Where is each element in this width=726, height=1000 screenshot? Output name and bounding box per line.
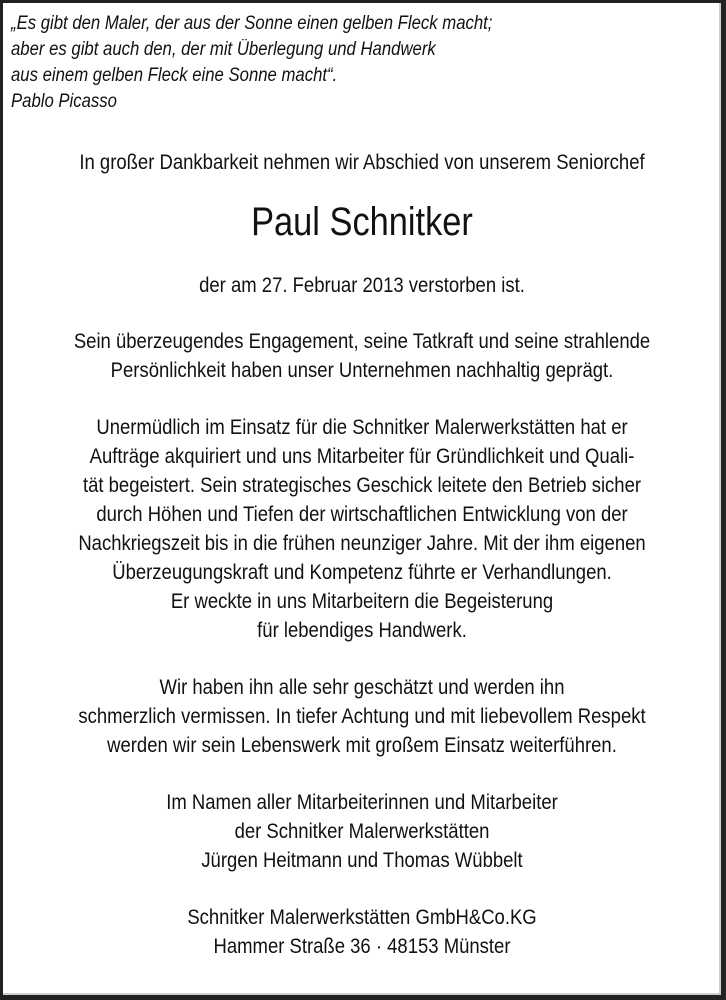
obituary-notice bbox=[3, 3, 721, 995]
intro-text: In großer Dankbarkeit nehmen wir Abschied von unserem Seniorchef bbox=[79, 150, 645, 174]
paragraph-line: Wir haben ihn alle sehr geschätzt und werden ihn bbox=[159, 675, 565, 699]
paragraph-line: Überzeugungskraft und Kompetenz führte er Verhandlungen. bbox=[112, 560, 612, 584]
quote-line: „Es gibt den Maler, der aus der Sonne einen gelben Fleck macht; bbox=[11, 13, 493, 34]
company-name: Schnitker Malerwerkstätten GmbH&Co.KG bbox=[187, 905, 537, 929]
signature-line: der Schnitker Malerwerkstätten bbox=[234, 819, 490, 843]
signature-line: Im Namen aller Mitarbeiterinnen und Mitarbeiter bbox=[166, 790, 558, 814]
paragraph-line: Er weckte in uns Mitarbeitern die Begeisterung bbox=[170, 589, 554, 613]
quote-line: aber es gibt auch den, der mit Überlegung und Handwerk bbox=[11, 39, 436, 60]
paragraph-line: Nachkriegszeit bis in die frühen neunziger Jahre. Mit der ihm eigenen bbox=[78, 531, 646, 555]
paragraph-line: für lebendiges Handwerk. bbox=[257, 618, 467, 642]
quote-line: aus einem gelben Fleck eine Sonne macht“. bbox=[11, 65, 338, 86]
paragraph-line: schmerzlich vermissen. In tiefer Achtung und mit liebevollem Respekt bbox=[78, 704, 646, 728]
death-date-line: der am 27. Februar 2013 verstorben ist. bbox=[199, 273, 525, 297]
paragraph-line: Sein überzeugendes Engagement, seine Tatkraft und seine strahlende bbox=[73, 329, 651, 353]
quote-author: Pablo Picasso bbox=[11, 91, 117, 112]
paragraph-line: durch Höhen und Tiefen der wirtschaftlichen Entwicklung von der bbox=[96, 502, 628, 526]
company-address: Hammer Straße 36 · 48153 Münster bbox=[213, 934, 511, 958]
paragraph-line: werden wir sein Lebenswerk mit großem Einsatz weiterführen. bbox=[107, 733, 617, 757]
paragraph-line: tät begeistert. Sein strategisches Geschick leitete den Betrieb sicher bbox=[82, 473, 642, 497]
signature-names: Jürgen Heitmann und Thomas Wübbelt bbox=[201, 848, 523, 872]
paragraph-line: Persönlichkeit haben unser Unternehmen nachhaltig geprägt. bbox=[110, 358, 614, 382]
deceased-name: Paul Schnitker bbox=[251, 200, 473, 244]
paragraph-line: Unermüdlich im Einsatz für die Schnitker Malerwerkstätten hat er bbox=[96, 415, 628, 439]
paragraph-line: Aufträge akquiriert und uns Mitarbeiter für Gründlichkeit und Quali- bbox=[89, 444, 635, 468]
